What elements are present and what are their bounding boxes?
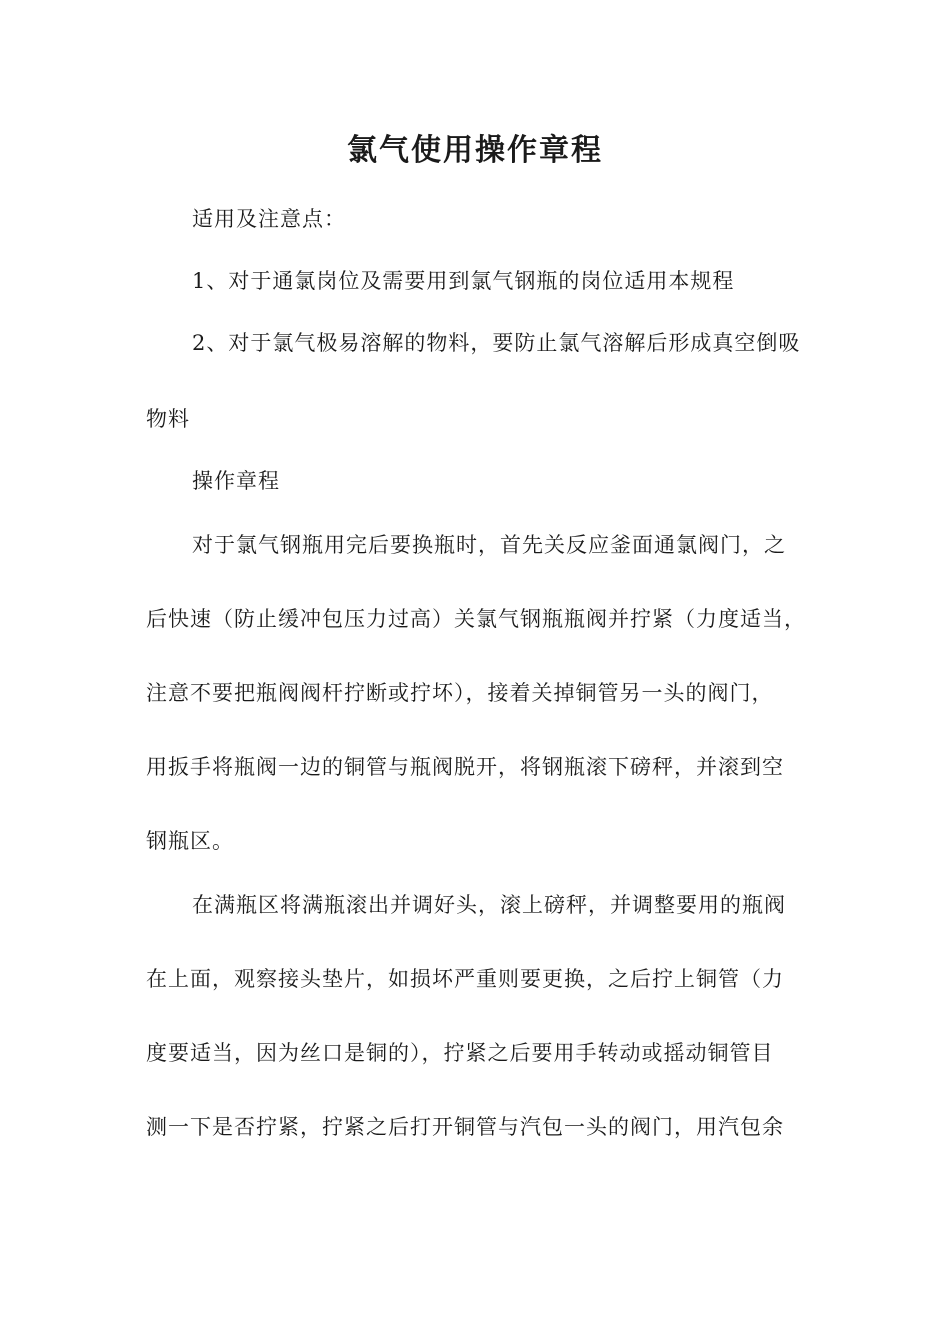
paragraph-line: 在满瓶区将满瓶滚出并调好头，滚上磅秤，并调整要用的瓶阀 xyxy=(192,893,786,917)
paragraph-line: 度要适当，因为丝口是铜的），拧紧之后要用手转动或摇动铜管目 xyxy=(146,1041,774,1065)
section-heading-applicability: 适用及注意点： xyxy=(192,207,346,231)
paragraph-line: 注意不要把瓶阀阀杆拧断或拧坏），接着关掉铜管另一头的阀门， xyxy=(146,681,774,705)
paragraph-line: 2、对于氯气极易溶解的物料，要防止氯气溶解后形成真空倒吸 xyxy=(192,331,801,355)
paragraph-line: 用扳手将瓶阀一边的铜管与瓶阀脱开，将钢瓶滚下磅秤，并滚到空 xyxy=(146,755,784,779)
paragraph-line: 钢瓶区。 xyxy=(146,829,234,853)
section-heading-procedure: 操作章程 xyxy=(192,469,280,493)
paragraph-line: 在上面，观察接头垫片，如损坏严重则要更换，之后拧上铜管（力 xyxy=(146,967,784,991)
paragraph-line: 物料 xyxy=(146,407,190,431)
paragraph-line: 对于氯气钢瓶用完后要换瓶时，首先关反应釜面通氯阀门，之 xyxy=(192,533,786,557)
paragraph-line: 测一下是否拧紧，拧紧之后打开铜管与汽包一头的阀门，用汽包余 xyxy=(146,1115,784,1139)
document-title: 氯气使用操作章程 xyxy=(347,133,603,168)
paragraph-line: 后快速（防止缓冲包压力过高）关氯气钢瓶瓶阀并拧紧（力度适当， xyxy=(146,607,806,631)
paragraph-line: 1、对于通氯岗位及需要用到氯气钢瓶的岗位适用本规程 xyxy=(192,269,735,293)
